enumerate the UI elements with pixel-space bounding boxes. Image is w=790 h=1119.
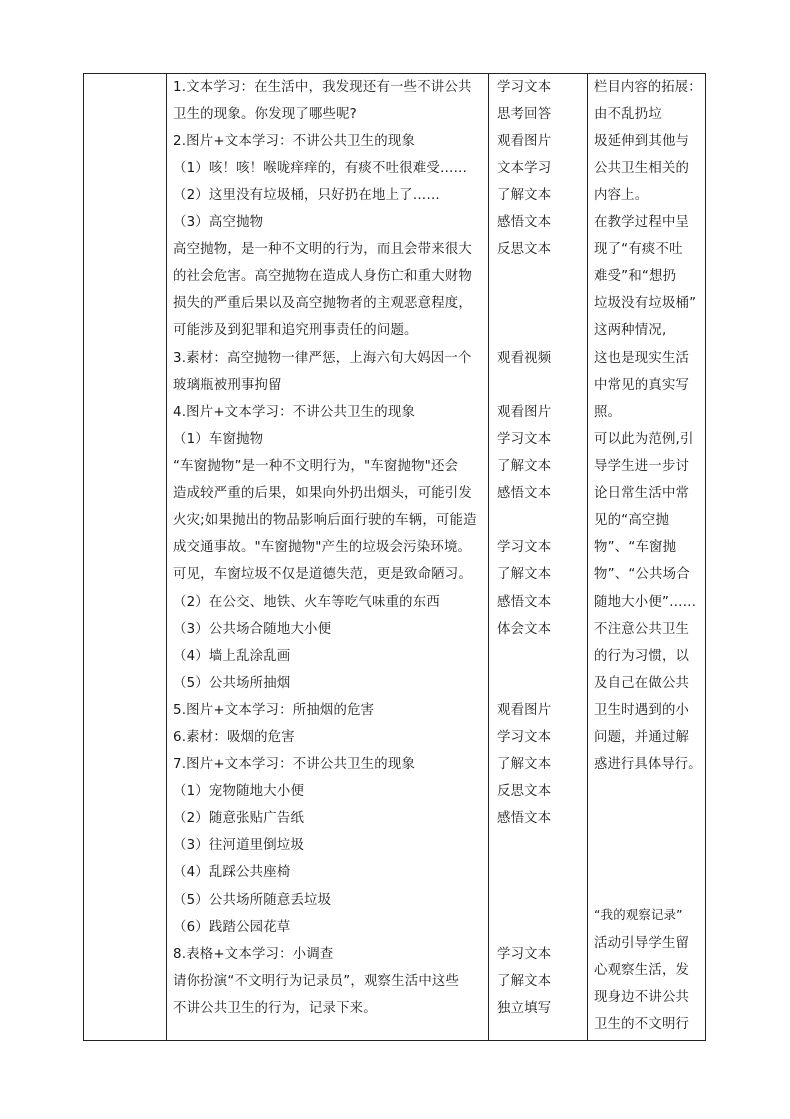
content-line: 3.素材：高空抛物一律严惩，上海六旬大妈因一个 bbox=[173, 351, 472, 366]
activity-line: 观看视频 bbox=[497, 351, 552, 366]
activity-line: 观看图片 bbox=[497, 405, 552, 420]
content-line: （3）往河道里倒垃圾 bbox=[173, 838, 305, 853]
content-line: 火灾;如果抛出的物品影响后面行驶的车辆，可能造 bbox=[173, 513, 477, 528]
activity-line: 观看图片 bbox=[497, 703, 552, 718]
content-line: 6.素材：吸烟的危害 bbox=[173, 730, 295, 745]
content-line: 4.图片+文本学习：不讲公共卫生的现象 bbox=[173, 405, 416, 420]
activity-line: 了解文本 bbox=[497, 459, 552, 474]
notes-line: 及自己在做公共 bbox=[594, 676, 690, 691]
content-line: （2）这里没有垃圾桶，只好扔在地上了…… bbox=[173, 188, 440, 203]
notes-line: 由不乱扔垃 bbox=[594, 107, 662, 122]
column-divider-2 bbox=[488, 74, 489, 1040]
content-line: 损失的严重后果以及高空抛物者的主观恶意程度， bbox=[173, 296, 472, 311]
notes-line: 论日常生活中常 bbox=[594, 486, 690, 501]
activity-line: 反思文本 bbox=[497, 242, 552, 257]
notes-line: 栏目内容的拓展： bbox=[594, 80, 702, 95]
activity-line: 学习文本 bbox=[497, 432, 552, 447]
notes-line: 的行为习惯，以 bbox=[594, 649, 690, 664]
activity-line: 学习文本 bbox=[497, 540, 552, 555]
notes-line: 公共卫生相关的 bbox=[594, 161, 690, 176]
content-line: 1.文本学习：在生活中，我发现还有一些不讲公共 bbox=[173, 80, 472, 95]
activity-line: 了解文本 bbox=[497, 567, 552, 582]
content-line: （4）墙上乱涂乱画 bbox=[173, 649, 291, 664]
activity-line: 思考回答 bbox=[497, 107, 552, 122]
notes-line: 照。 bbox=[594, 405, 622, 420]
notes-line: 可以此为范例,引 bbox=[594, 432, 694, 447]
notes-line: 不注意公共卫生 bbox=[594, 622, 690, 637]
column-divider-1 bbox=[166, 74, 167, 1040]
activity-line: 感悟文本 bbox=[497, 595, 552, 610]
content-line: 的社会危害。高空抛物在造成人身伤亡和重大财物 bbox=[173, 269, 472, 284]
column-divider-3 bbox=[587, 74, 588, 1040]
content-line: （5）公共场所随意丢垃圾 bbox=[173, 893, 332, 908]
notes-line: 物”、“车窗抛 bbox=[594, 540, 677, 555]
activity-line: 了解文本 bbox=[497, 188, 552, 203]
content-line: 成交通事故。"车窗抛物"产生的垃圾会污染环境。 bbox=[173, 540, 472, 555]
content-line: （6）践踏公园花草 bbox=[173, 920, 291, 935]
notes-line: 在教学过程中呈 bbox=[594, 215, 690, 230]
content-line: 玻璃瓶被刑事拘留 bbox=[173, 378, 282, 393]
content-line: （3）高空抛物 bbox=[173, 215, 264, 230]
notes-line: 随地大小便”…… bbox=[594, 595, 697, 610]
notes-line: 导学生进一步讨 bbox=[594, 459, 690, 474]
content-line: （2）随意张贴广告纸 bbox=[173, 811, 305, 826]
notes-line: 圾延伸到其他与 bbox=[594, 134, 690, 149]
content-line: 卫生的现象。你发现了哪些呢? bbox=[173, 107, 357, 122]
activity-line: 文本学习 bbox=[497, 161, 552, 176]
content-line: （3）公共场合随地大小便 bbox=[173, 622, 332, 637]
content-line: （5）公共场所抽烟 bbox=[173, 676, 291, 691]
content-line: （2）在公交、地铁、火车等吃气味重的东西 bbox=[173, 595, 440, 610]
notes-line: 中常见的真实写 bbox=[594, 378, 690, 393]
notes-line: 心观察生活，发 bbox=[594, 963, 690, 978]
content-line: 请你扮演“不文明行为记录员”，观察生活中这些 bbox=[173, 974, 460, 989]
lesson-plan-table bbox=[83, 73, 706, 1041]
content-line: 8.表格+文本学习：小调查 bbox=[173, 947, 334, 962]
notes-line: “我的观察记录” bbox=[594, 907, 683, 922]
activity-line: 感悟文本 bbox=[497, 215, 552, 230]
notes-line: 见的“高空抛 bbox=[594, 513, 670, 528]
content-line: （1）宠物随地大小便 bbox=[173, 784, 305, 799]
content-line: 可见，车窗垃圾不仅是道德失范，更是致命陋习。 bbox=[173, 567, 472, 582]
content-line: 高空抛物，是一种不文明的行为，而且会带来很大 bbox=[173, 242, 472, 257]
activity-line: 学习文本 bbox=[497, 80, 552, 95]
content-line: 可能涉及到犯罪和追究刑事责任的问题。 bbox=[173, 323, 418, 338]
activity-line: 学习文本 bbox=[497, 730, 552, 745]
notes-line: 活动引导学生留 bbox=[594, 936, 690, 951]
notes-line: 难受”和“想扔 bbox=[594, 269, 677, 284]
content-line: “车窗抛物”是一种不文明行为，"车窗抛物"还会 bbox=[173, 459, 459, 474]
activity-line: 了解文本 bbox=[497, 757, 552, 772]
content-line: 5.图片+文本学习：所抽烟的危害 bbox=[173, 703, 375, 718]
notes-line: 这两种情况, bbox=[594, 323, 667, 338]
content-line: （1）咳！咳！喉咙痒痒的，有痰不吐很难受…… bbox=[173, 161, 468, 176]
notes-line: 现身边不讲公共 bbox=[594, 990, 690, 1005]
content-line: 造成较严重的后果，如果向外扔出烟头，可能引发 bbox=[173, 486, 472, 501]
notes-line: 垃圾没有垃圾桶” bbox=[594, 296, 697, 311]
content-line: （1）车窗抛物 bbox=[173, 432, 264, 447]
notes-line: 卫生的不文明行 bbox=[594, 1017, 690, 1032]
notes-line: 卫生时遇到的小 bbox=[594, 703, 690, 718]
activity-line: 感悟文本 bbox=[497, 486, 552, 501]
notes-line: 这也是现实生活 bbox=[594, 351, 690, 366]
content-line: 7.图片+文本学习：不讲公共卫生的现象 bbox=[173, 757, 416, 772]
activity-line: 反思文本 bbox=[497, 784, 552, 799]
notes-line: 物”、“公共场合 bbox=[594, 567, 690, 582]
activity-line: 了解文本 bbox=[497, 974, 552, 989]
activity-line: 体会文本 bbox=[497, 622, 552, 637]
notes-line: 惑进行具体导行。 bbox=[594, 757, 702, 772]
content-line: （4）乱踩公共座椅 bbox=[173, 865, 291, 880]
content-line: 不讲公共卫生的行为，记录下来。 bbox=[173, 1001, 377, 1016]
activity-line: 学习文本 bbox=[497, 947, 552, 962]
notes-line: 现了“有痰不吐 bbox=[594, 242, 683, 257]
content-line: 2.图片+文本学习：不讲公共卫生的现象 bbox=[173, 134, 416, 149]
activity-line: 感悟文本 bbox=[497, 811, 552, 826]
activity-line: 观看图片 bbox=[497, 134, 552, 149]
activity-line: 独立填写 bbox=[497, 1001, 552, 1016]
notes-line: 问题，并通过解 bbox=[594, 730, 690, 745]
notes-line: 内容上。 bbox=[594, 188, 649, 203]
